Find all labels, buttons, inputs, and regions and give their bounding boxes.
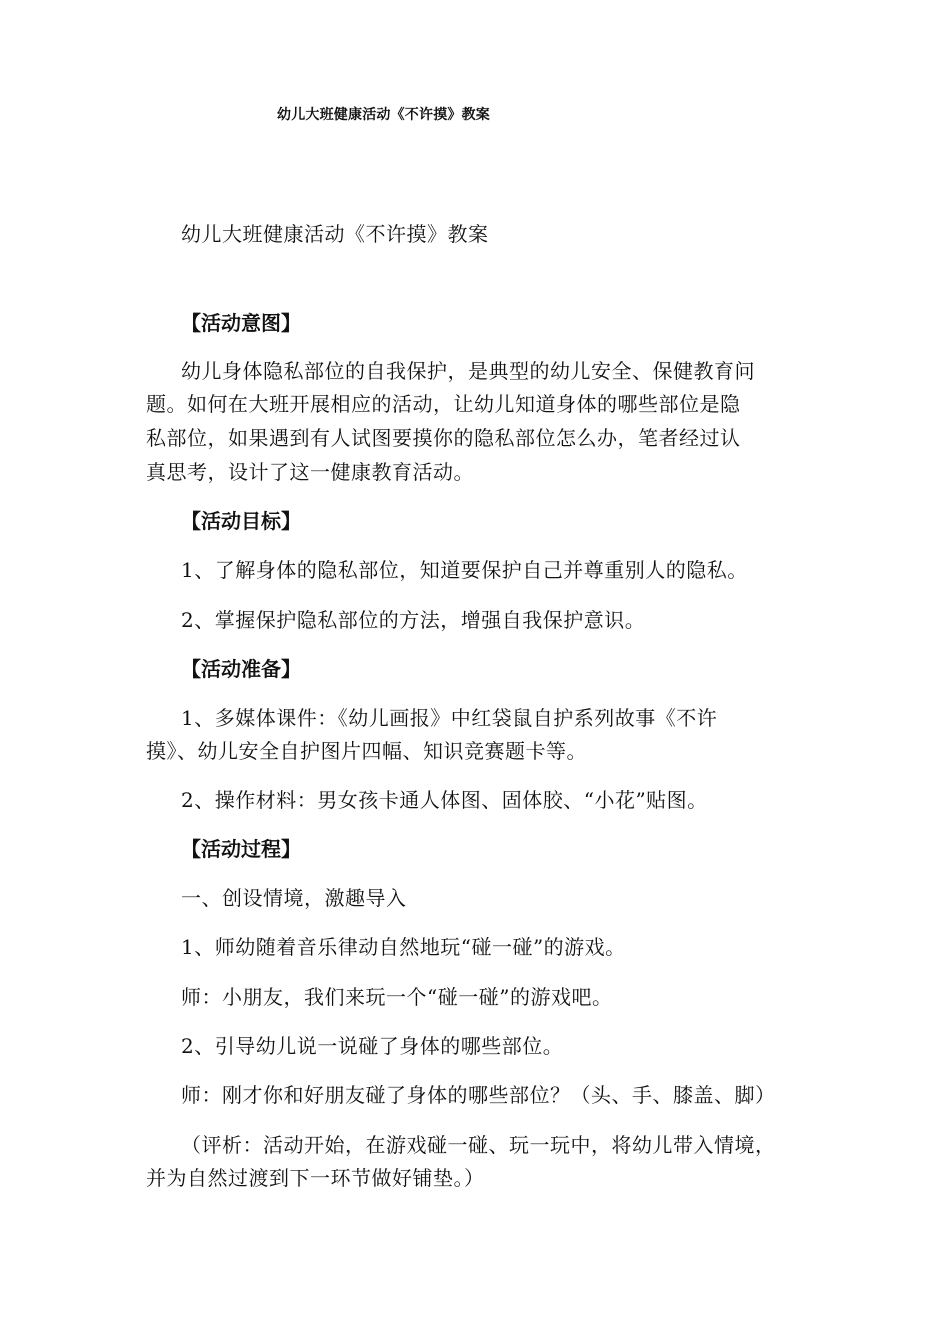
paragraph-line: 1、多媒体课件：《幼儿画报》中红袋鼠自护系列故事《不许	[181, 706, 718, 730]
paragraph-line: 摸》、幼儿安全自护图片四幅、知识竞赛题卡等。	[146, 739, 587, 763]
section-heading-process: 【活动过程】	[181, 837, 301, 861]
section-heading-goals: 【活动目标】	[181, 509, 301, 533]
paragraph-line: 私部位，如果遇到有人试图要摸你的隐私部位怎么办，笔者经过认	[146, 426, 741, 450]
page-header: 幼儿大班健康活动《不许摸》教案	[277, 107, 490, 123]
section-heading-prep: 【活动准备】	[181, 657, 301, 681]
paragraph-line: 师：刚才你和好朋友碰了身体的哪些部位？（头、手、膝盖、脚）	[181, 1083, 776, 1107]
paragraph-line: 2、引导幼儿说一说碰了身体的哪些部位。	[181, 1034, 564, 1058]
paragraph-line: 真思考，设计了这一健康教育活动。	[146, 460, 474, 484]
paragraph-line: （评析：活动开始，在游戏碰一碰、玩一玩中，将幼儿带入情境，	[181, 1133, 776, 1157]
paragraph-line: 1、了解身体的隐私部位，知道要保护自己并尊重别人的隐私。	[181, 558, 748, 582]
document-title: 幼儿大班健康活动《不许摸》教案	[181, 222, 489, 246]
paragraph-line: 2、掌握保护隐私部位的方法，增强自我保护意识。	[181, 608, 646, 632]
section-heading-intent: 【活动意图】	[181, 311, 301, 335]
paragraph-line: 一、创设情境，激趣导入	[181, 886, 407, 910]
paragraph-line: 题。如何在大班开展相应的活动，让幼儿知道身体的哪些部位是隐	[146, 392, 741, 416]
paragraph-line: 2、操作材料：男女孩卡通人体图、固体胶、“小花”贴图。	[181, 788, 708, 812]
paragraph-line: 1、师幼随着音乐律动自然地玩“碰一碰”的游戏。	[181, 935, 626, 959]
paragraph-line: 并为自然过渡到下一环节做好铺垫。）	[146, 1166, 485, 1190]
paragraph-line: 幼儿身体隐私部位的自我保护，是典型的幼儿安全、保健教育问	[181, 359, 755, 383]
paragraph-line: 师：小朋友，我们来玩一个“碰一碰”的游戏吧。	[181, 985, 613, 1009]
